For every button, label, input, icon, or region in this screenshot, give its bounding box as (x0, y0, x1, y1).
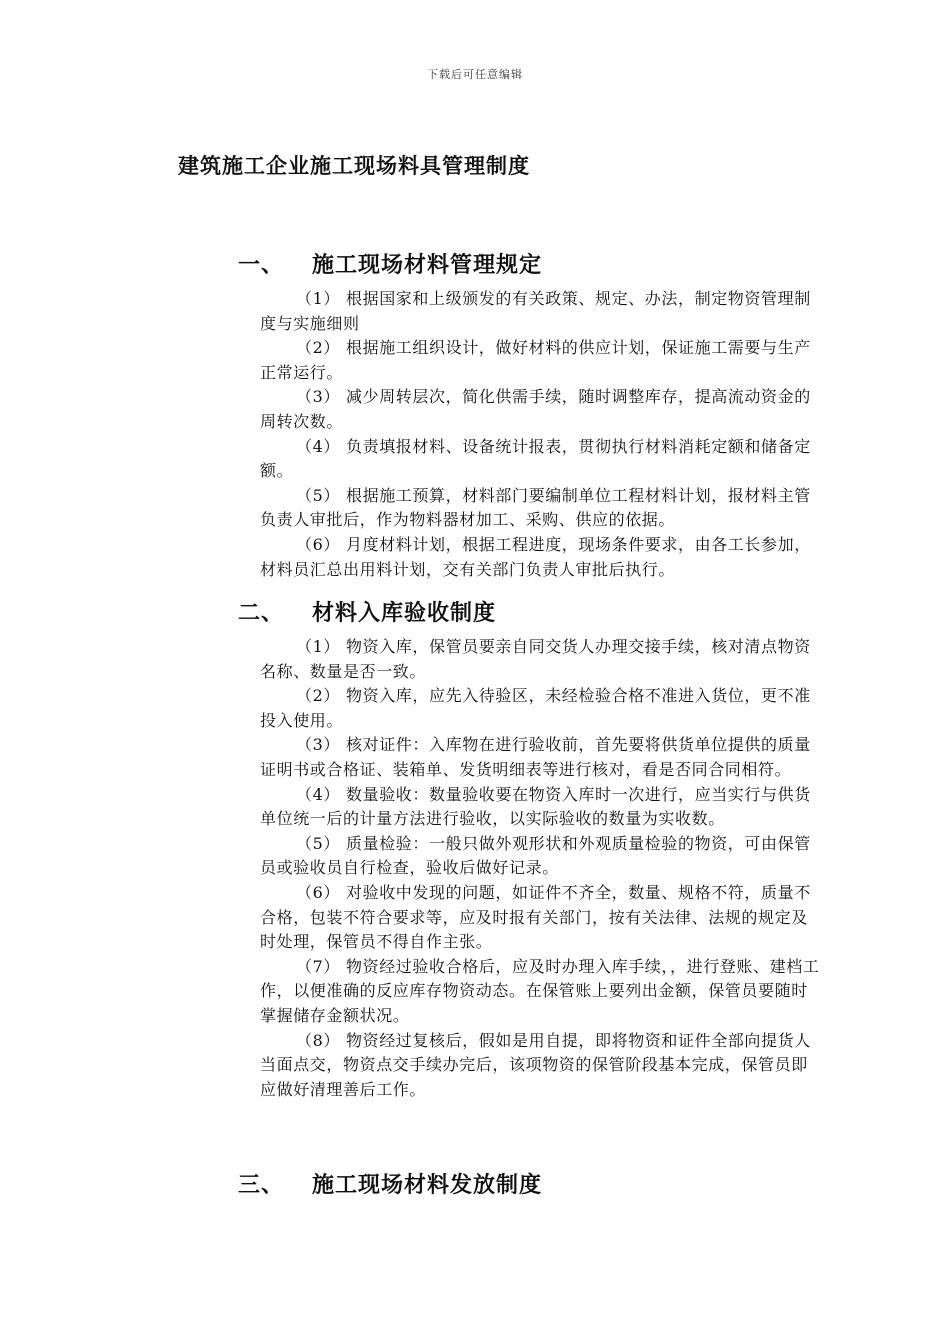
item-text: 物资经过验收合格后，应及时办理入库手续，，进行登账、建档工作，以便准确的反应库存物资动态。在保管账上要列出金额，保管员要随时掌握储存金额状况。 (260, 956, 820, 1025)
list-item (260, 832, 820, 881)
list-item (260, 684, 820, 733)
section-title: 施工现场材料管理规定 (312, 253, 543, 278)
item-index: （2） (296, 338, 340, 358)
section-title: 施工现场材料发放制度 (312, 1173, 543, 1198)
item-text: 物资入库，应先入待验区，未经检验合格不准进入货位，更不准投入使用。 (260, 686, 811, 730)
list-item (260, 287, 820, 336)
header-note: 下载后可任意编辑 (427, 68, 523, 81)
item-index: （3） (296, 387, 340, 407)
section-number: 二、 (238, 601, 285, 626)
item-text: 物资经过复核后，假如是用自提，即将物资和证件全部向提货人当面点交，物资点交手续办完后，该项物资的保管阶段基本完成，保管员即应做好清理善后工作。 (260, 1030, 811, 1099)
item-index: （5） (296, 485, 340, 505)
list-item (260, 1029, 820, 1103)
section-number: 三、 (238, 1173, 285, 1198)
item-index: （8） (296, 1030, 340, 1050)
item-text: 月度材料计划，根据工程进度，现场条件要求，由各工长参加，材料员汇总出用料计划，交有关部门负责人审批后执行。 (260, 534, 811, 579)
item-text: 对验收中发现的问题，如证件不齐全，数量、规格不符，质量不合格，包装不符合要求等，应及时报有关部门，按有关法律、法规的规定及时处理，保管员不得自作主张。 (260, 882, 811, 952)
list-item (260, 635, 820, 684)
item-text: 物资入库，保管员要亲自同交货人办理交接手续，核对清点物资名称、数量是否一致。 (260, 637, 811, 681)
item-index: （3） (296, 735, 340, 755)
item-index: （1） (296, 637, 340, 656)
list-item (260, 385, 820, 434)
list-item (260, 783, 820, 832)
item-text: 减少周转层次，简化供需手续，随时调整库存，提高流动资金的周转次数。 (260, 387, 811, 431)
item-text: 根据施工组织设计，做好材料的供应计划，保证施工需要与生产正常运行。 (260, 338, 811, 382)
list-item (260, 435, 820, 484)
section-heading-3 (238, 1168, 542, 1199)
item-index: （6） (296, 882, 340, 902)
item-text: 核对证件：入库物在进行验收前，首先要将供货单位提供的质量证明书或合格证、装箱单、发货明细表等进行核对，看是否同合同相符。 (260, 735, 811, 779)
item-index: （1） (296, 289, 340, 308)
list-item (260, 881, 820, 955)
item-text: 负责填报材料、设备统计报表，贯彻执行材料消耗定额和储备定额。 (260, 436, 811, 481)
section-number: 一、 (238, 253, 285, 278)
item-index: （5） (296, 833, 340, 853)
list-item (260, 733, 820, 782)
item-text: 根据施工预算，材料部门要编制单位工程材料计划，报材料主管负责人审批后，作为物料器材加工、采购、供应的依据。 (260, 485, 811, 530)
section-title: 材料入库验收制度 (312, 601, 497, 626)
item-index: （4） (296, 784, 340, 804)
item-index: （2） (296, 686, 340, 706)
item-text: 质量检验：一般只做外观形状和外观质量检验的物资，可由保管员或验收员自行检查，验收后做好记录。 (260, 833, 811, 878)
section-heading-2 (238, 596, 496, 627)
item-index: （6） (296, 534, 340, 554)
list-item (260, 955, 820, 1029)
item-text: 根据国家和上级颁发的有关政策、规定、办法，制定物资管理制度与实施细则 (260, 289, 811, 333)
document-title: 建筑施工企业施工现场料具管理制度 (178, 154, 530, 178)
section-1-items (260, 287, 820, 582)
section-heading-1 (238, 248, 542, 279)
list-item (260, 533, 820, 582)
list-item (260, 484, 820, 533)
section-2-items (260, 635, 820, 1102)
item-text: 数量验收：数量验收要在物资入库时一次进行，应当实行与供货单位统一后的计量方法进行验收，以实际验收的数量为实收数。 (260, 784, 811, 829)
list-item (260, 336, 820, 385)
item-index: （7） (296, 956, 340, 976)
item-index: （4） (296, 436, 340, 456)
